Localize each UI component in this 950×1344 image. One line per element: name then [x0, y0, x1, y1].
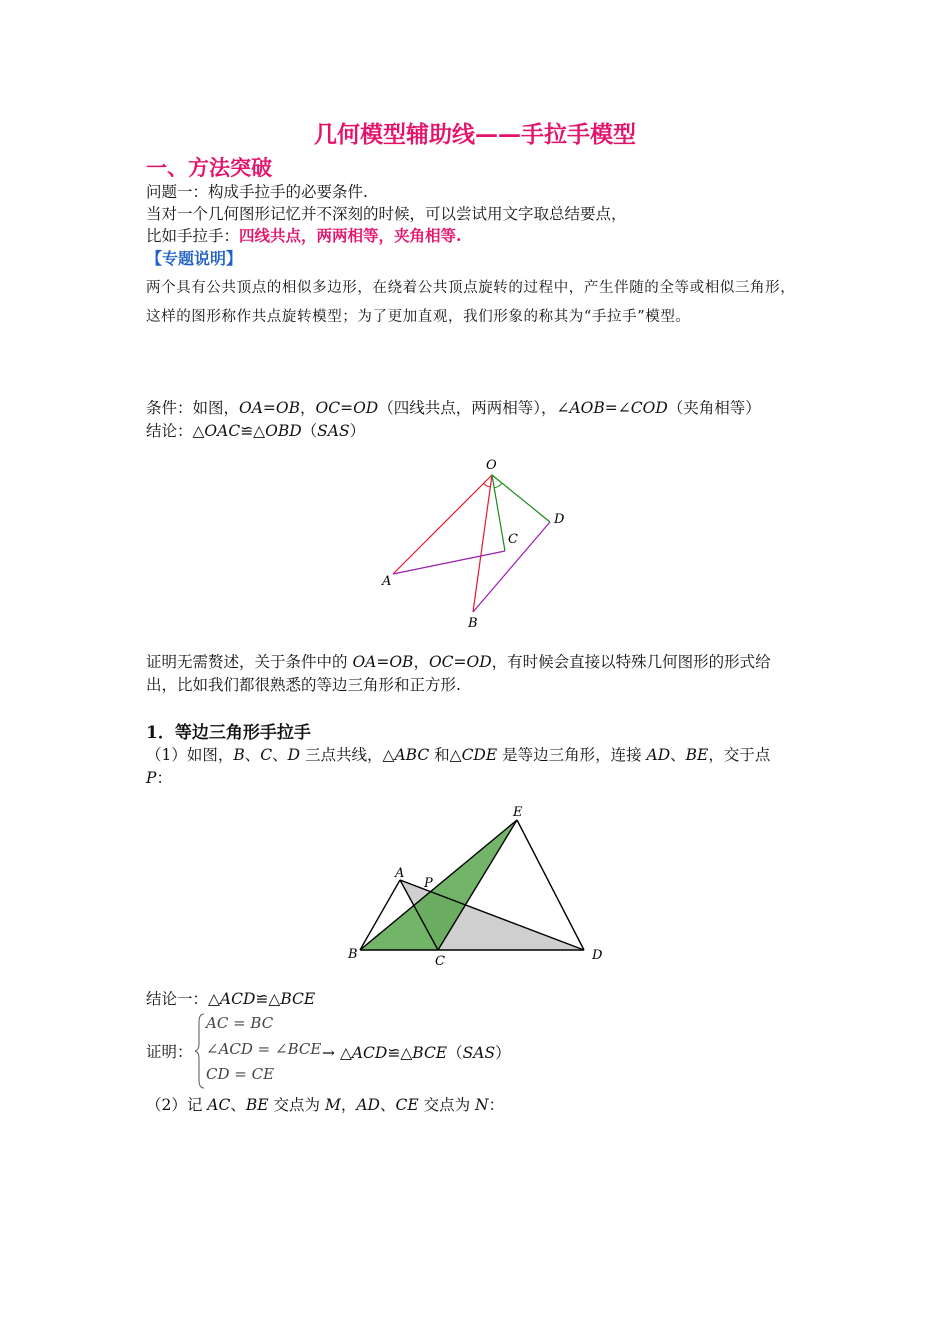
- question-one-example: [146, 225, 461, 247]
- segment-od: [492, 475, 550, 522]
- topic-paragraph: 两个具有公共顶点的相似多边形，在绕着公共顶点旋转的过程中，产生伴随的全等或相似三角形，这样的图形称作共点旋转模型；为了更加直观，我们形象的称其为“手拉手”模型。: [146, 280, 796, 325]
- section-heading-method: 一、方法突破: [146, 155, 272, 180]
- figure-hand-in-hand-general: [370, 455, 590, 635]
- topic-heading: 【专题说明】: [146, 249, 243, 268]
- part2-line: （2）记 AC、BE 交点为 M，AD、CE 交点为 N：: [146, 1096, 505, 1114]
- proof-line-1: AC = BC: [206, 1014, 274, 1032]
- proof-line-2: ∠ACD = ∠BCE: [206, 1040, 322, 1058]
- page-title: 几何模型辅助线——手拉手模型: [314, 121, 636, 148]
- label-p: P: [424, 876, 433, 891]
- left-brace-icon: [194, 1012, 206, 1090]
- proof-line-3: CD = CE: [206, 1065, 275, 1083]
- condition-line: 条件：如图，OA=OB，OC=OD（四线共点，两两相等），∠AOB=∠COD（夹角相等）: [146, 399, 761, 417]
- angle-mark-aob: [484, 484, 491, 487]
- example-keywords: 四线共点，两两相等，夹角相等.: [239, 226, 462, 245]
- label-c: C: [435, 954, 445, 969]
- label-e: E: [513, 805, 523, 820]
- part1-line: （1）如图，B、C、D 三点共线，△ABC 和△CDE 是等边三角形，连接 AD、BE，交于点: [146, 746, 771, 764]
- label-b: B: [468, 616, 478, 631]
- label-o: O: [486, 458, 497, 473]
- label-d: D: [554, 512, 565, 527]
- part1-line2: P：: [146, 769, 172, 787]
- segment-ob: [473, 475, 492, 612]
- conclusion-one: 结论一：△ACD≌△BCE: [146, 990, 316, 1008]
- label-a: A: [382, 574, 392, 589]
- segment-ac: [393, 551, 505, 574]
- label-b: B: [348, 947, 358, 962]
- proof-note-line2: 出，比如我们都很熟悉的等边三角形和正方形.: [146, 676, 461, 694]
- label-a: A: [395, 866, 405, 881]
- question-one: 问题一：构成手拉手的必要条件.: [146, 183, 368, 201]
- label-d: D: [592, 948, 603, 963]
- conclusion-line: 结论：△OAC≌△OBD（SAS）: [146, 422, 366, 440]
- proof-label: 证明：: [146, 1043, 193, 1061]
- proof-result: → △ACD≌△BCE（SAS）: [322, 1044, 511, 1062]
- question-one-description: 当对一个几何图形记忆并不深刻的时候，可以尝试用文字取总结要点，: [146, 205, 627, 223]
- arrow-right-icon: →: [322, 1044, 335, 1062]
- section-equilateral-heading: 1．等边三角形手拉手: [146, 723, 311, 743]
- example-prefix: 比如手拉手：: [146, 227, 240, 245]
- proof-note-line1: 证明无需赘述，关于条件中的 OA=OB，OC=OD，有时候会直接以特殊几何图形的形式给: [146, 653, 771, 671]
- segment-oa: [393, 475, 492, 574]
- angle-mark-cod: [494, 483, 502, 488]
- label-c: C: [508, 532, 518, 547]
- figure-equilateral-hand-in-hand: [340, 800, 620, 975]
